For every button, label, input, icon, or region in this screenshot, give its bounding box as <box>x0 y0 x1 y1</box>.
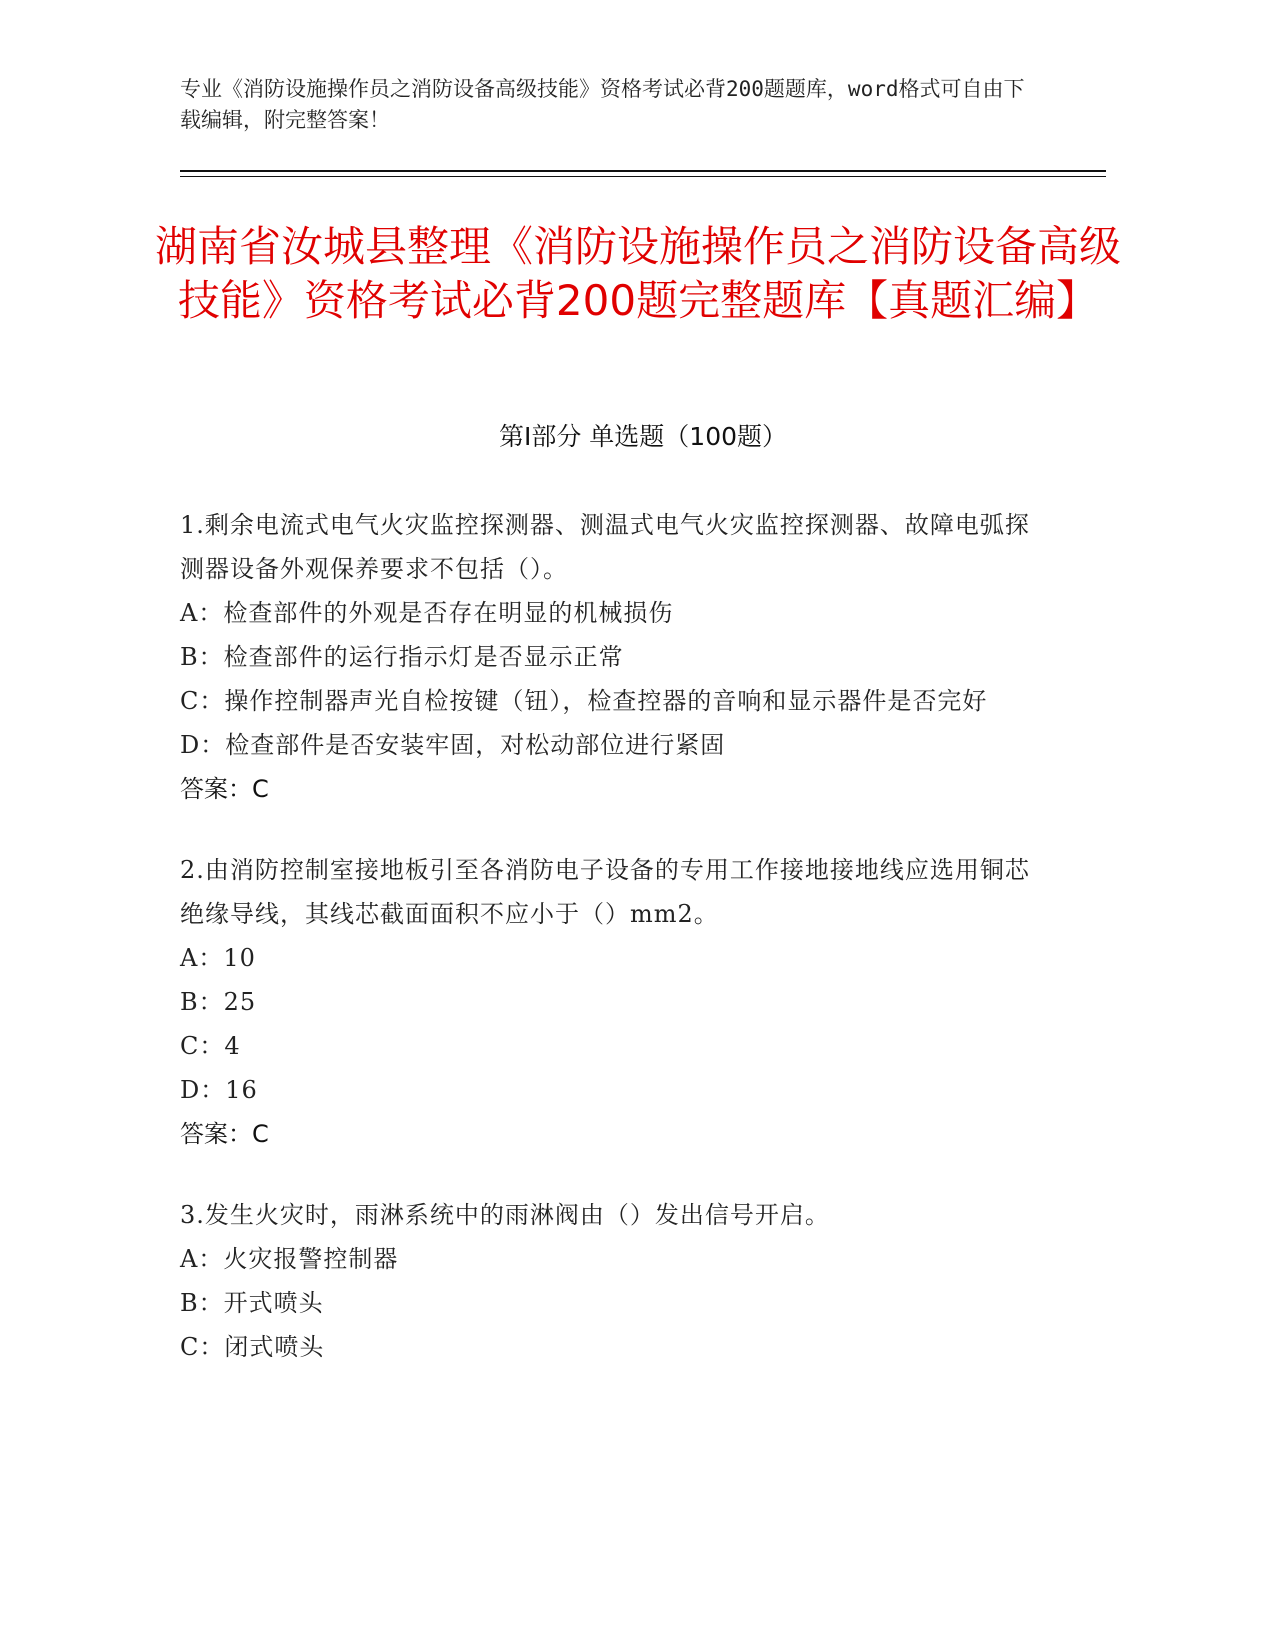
option-b: B：25 <box>180 988 257 1016</box>
question-stem: 2.由消防控制室接地板引至各消防电子设备的专用工作接地接地线应选用铜芯绝缘导线，其线芯截面面积不应小于（）mm2。 <box>180 856 1030 928</box>
option-a: A：10 <box>180 944 256 972</box>
option-c: C：闭式喷头 <box>180 1333 325 1361</box>
option-a: A：火灾报警控制器 <box>180 1245 399 1273</box>
header-note: 专业《消防设施操作员之消防设备高级技能》资格考试必背200题题库，word格式可自由下载编辑，附完整答案！ <box>180 77 1025 132</box>
option-d: D：检查部件是否安装牢固，对松动部位进行紧固 <box>180 731 726 759</box>
option-a: A：检查部件的外观是否存在明显的机械损伤 <box>180 599 674 627</box>
option-d: D：16 <box>180 1076 258 1104</box>
section-title: 第Ⅰ部分 单选题（100题） <box>498 422 788 451</box>
question-1 <box>180 503 1030 811</box>
option-c: C：4 <box>180 1032 241 1060</box>
question-stem: 1.剩余电流式电气火灾监控探测器、测温式电气火灾监控探测器、故障电弧探测器设备外观保养要求不包括（）。 <box>180 511 1030 583</box>
option-b: B：检查部件的运行指示灯是否显示正常 <box>180 643 624 671</box>
answer: 答案：C <box>180 775 269 803</box>
question-stem: 3.发生火灾时，雨淋系统中的雨淋阀由（）发出信号开启。 <box>180 1201 830 1229</box>
question-3 <box>180 1193 1030 1369</box>
option-c: C：操作控制器声光自检按键（钮），检查控器的音响和显示器件是否完好 <box>180 687 988 715</box>
document-title: 湖南省汝城县整理《消防设施操作员之消防设备高级技能》资格考试必背200题完整题库【真题汇编】 <box>154 222 1121 325</box>
header-divider-thin <box>180 176 1106 177</box>
question-2 <box>180 848 1030 1156</box>
question-list <box>180 503 1030 1406</box>
answer: 答案：C <box>180 1120 269 1148</box>
header-divider-thick <box>180 170 1106 172</box>
option-b: B：开式喷头 <box>180 1289 324 1317</box>
